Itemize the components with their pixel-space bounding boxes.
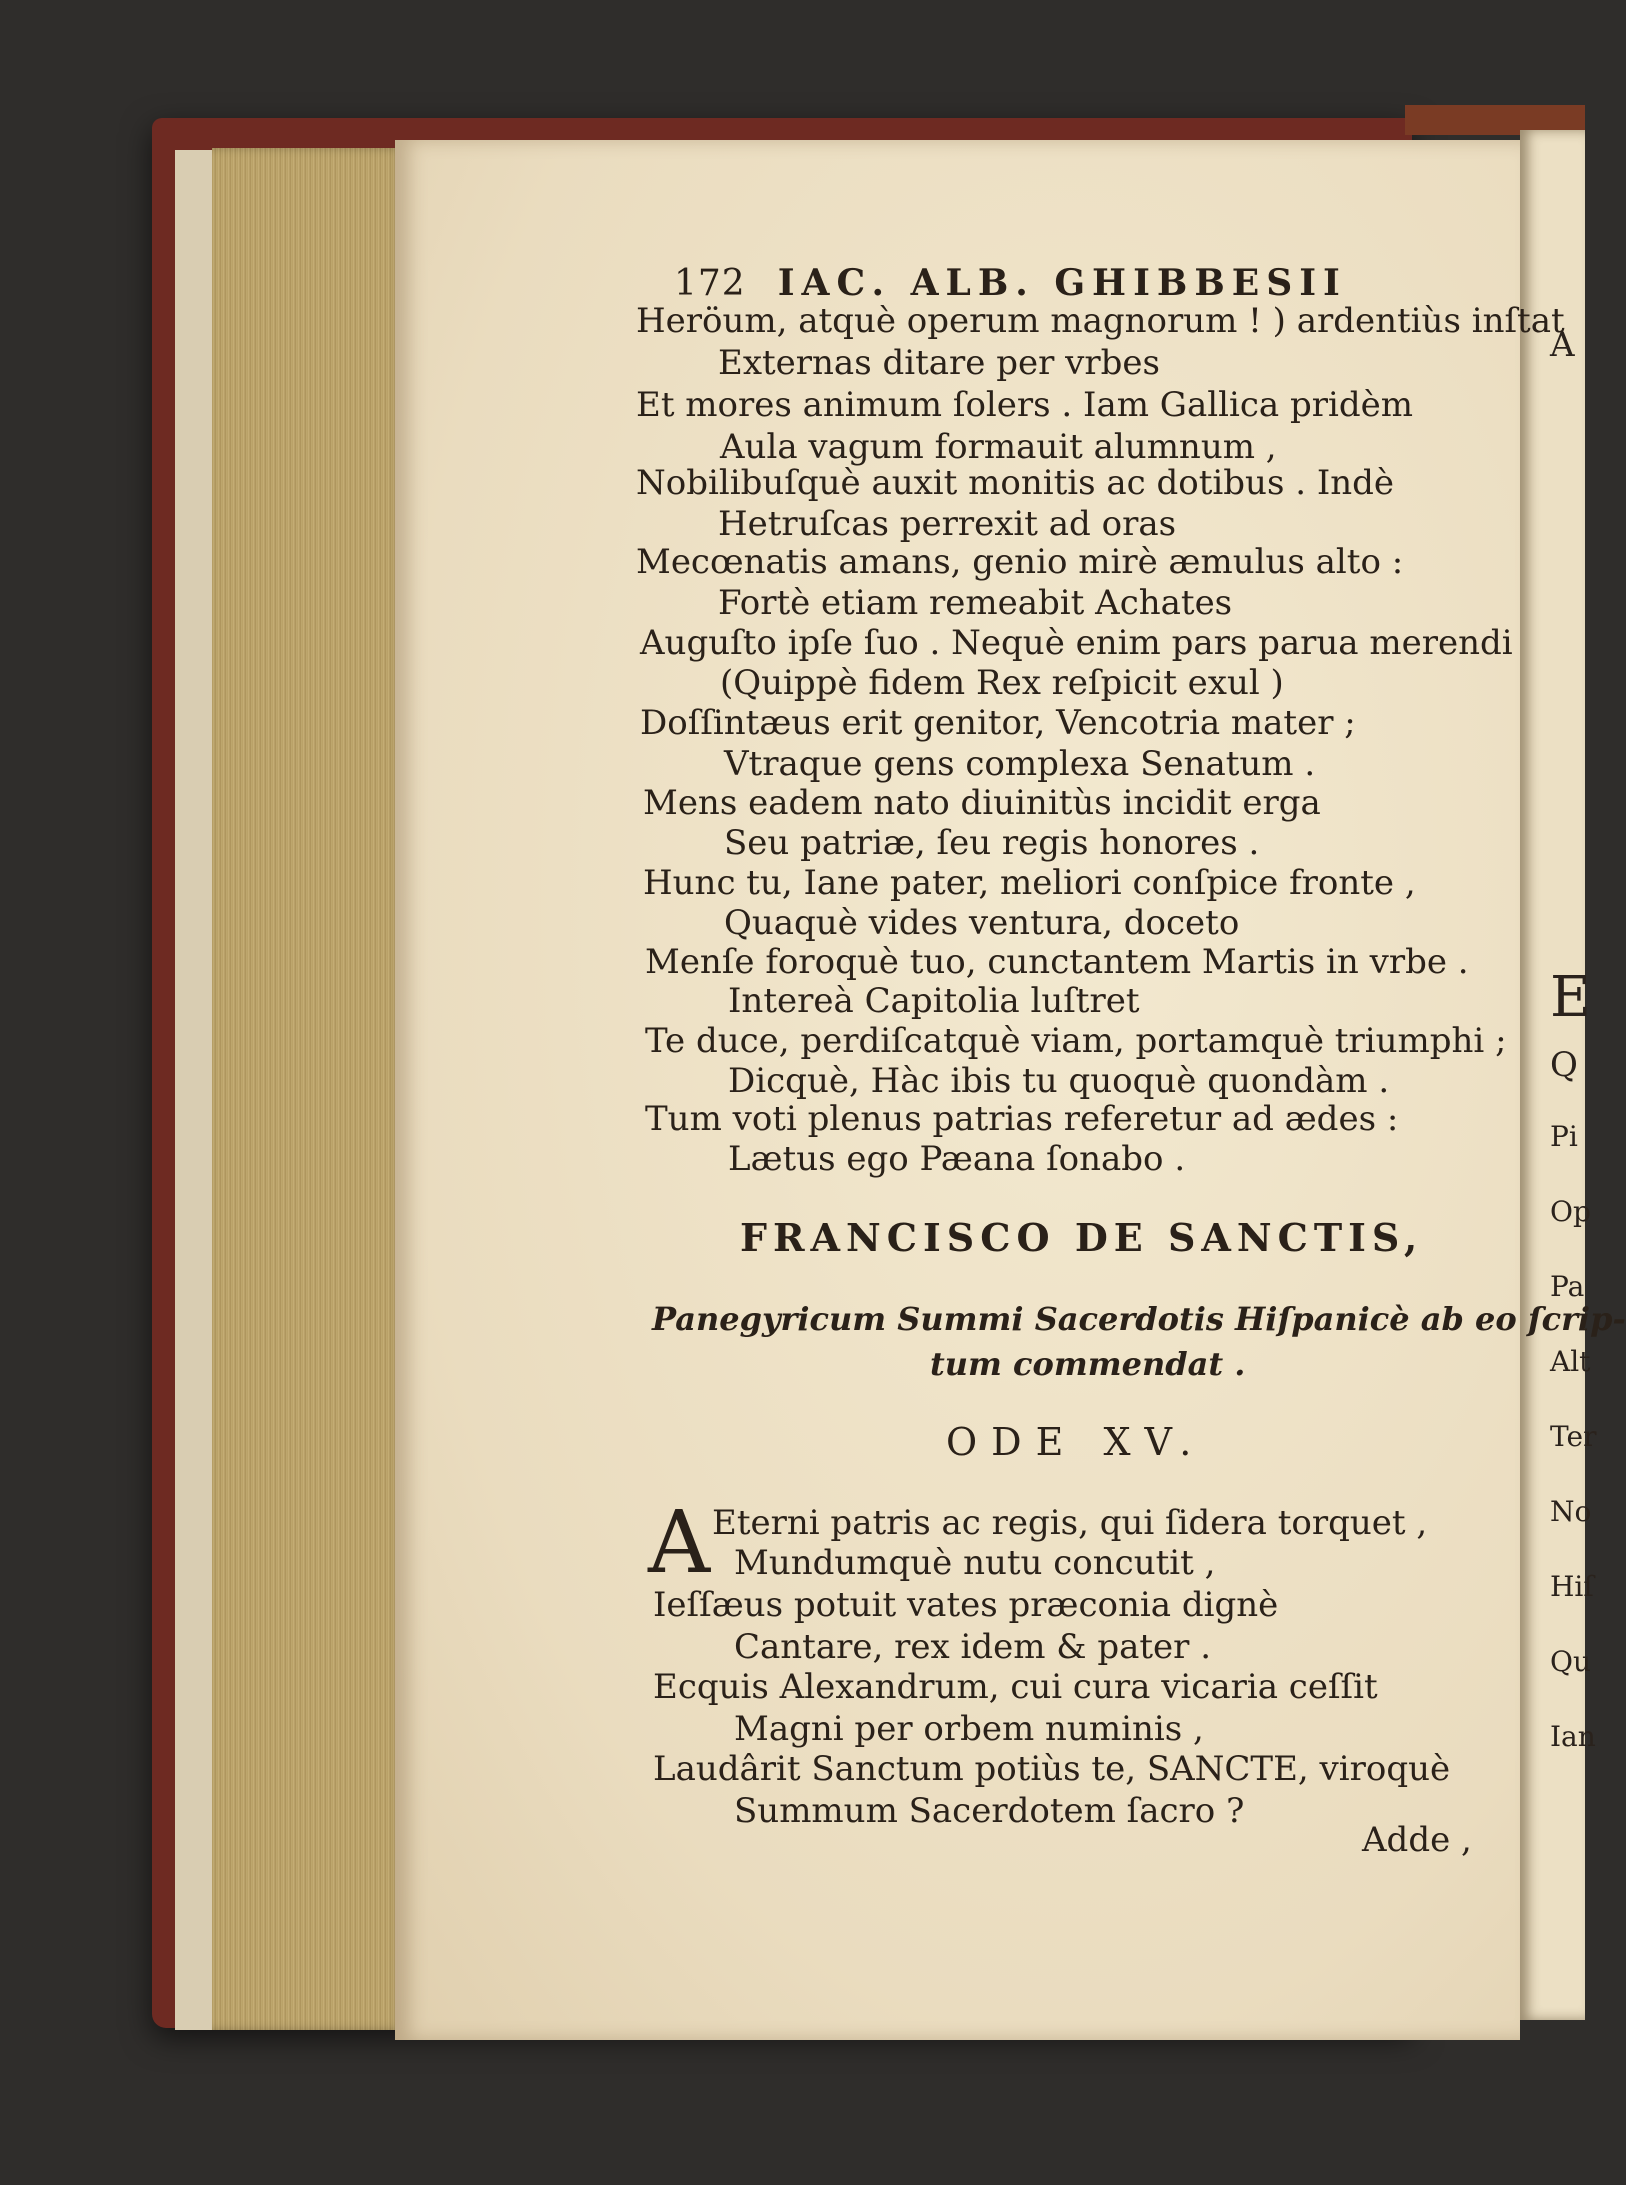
poem-line: Dicquè, Hàc ibis tu quoquè quondàm . (728, 1061, 1390, 1101)
right-page-fragment: Pa (1550, 1270, 1585, 1303)
poem-line: Hunc tu, Iane pater, meliori conſpice fronte , (643, 863, 1416, 903)
poem-line: Tum voti plenus patrias referetur ad ædes : (645, 1099, 1399, 1139)
poem-line: Nobilibuſquè auxit monitis ac dotibus . Indè (636, 463, 1395, 503)
ode-line: Eterni patris ac regis, qui ſidera torquet , (712, 1503, 1428, 1543)
poem-line: Doſſintæus erit genitor, Vencotria mater ; (640, 703, 1356, 743)
ode-title: ODE XV. (946, 1420, 1206, 1464)
page-edges (212, 148, 404, 2030)
right-page-fragment: No (1550, 1495, 1592, 1528)
ode-line: Laudârit Sanctum potiùs te, SANCTE, viroquè (653, 1749, 1451, 1789)
poem-line: Et mores animum ſolers . Iam Gallica pridèm (636, 385, 1413, 425)
right-page-fragment: A (1550, 325, 1575, 365)
section-subtitle-line: tum commendat . (930, 1345, 1246, 1383)
poem-line: Mecœnatis amans, genio mirè æmulus alto : (636, 542, 1404, 582)
right-page (1520, 130, 1597, 2020)
right-page-fragment: Qu (1550, 1645, 1591, 1678)
poem-line: Quaquè vides ventura, doceto (724, 903, 1240, 943)
poem-line: Heröum, atquè operum magnorum ! ) ardentiùs inſtat (636, 301, 1565, 341)
poem-line: Fortè etiam remeabit Achates (718, 583, 1233, 623)
poem-line: Mens eadem nato diuinitùs incidit erga (643, 783, 1321, 823)
poem-line: Auguſto ipſe ſuo . Nequè enim pars parua merendi (640, 623, 1513, 663)
right-page-fragment: Pi (1550, 1120, 1578, 1153)
poem-line: Hetruſcas perrexit ad oras (718, 504, 1177, 544)
section-subtitle-line: Panegyricum Summi Sacerdotis Hiſpanicè ab eo ſcrip- (652, 1300, 1626, 1338)
poem-line: Vtraque gens complexa Senatum . (724, 744, 1316, 784)
poem-line: Seu patriæ, ſeu regis honores . (724, 823, 1260, 863)
poem-line: Aula vagum formauit alumnum , (720, 427, 1277, 467)
poem-line: Te duce, perdiſcatquè viam, portamquè triumphi ; (645, 1021, 1507, 1061)
right-page-fragment: Op (1550, 1195, 1591, 1228)
ode-line: Magni per orbem numinis , (734, 1709, 1204, 1749)
ode-line: Mundumquè nutu concutit , (734, 1543, 1216, 1583)
section-heading: FRANCISCO DE SANCTIS, (740, 1215, 1424, 1260)
running-head-title: IAC. ALB. GHIBBESII (777, 262, 1347, 304)
poem-line: Intereà Capitolia luſtret (728, 981, 1140, 1021)
right-page-fragment: Alt (1550, 1345, 1591, 1378)
running-head (674, 262, 1347, 304)
poem-line: Menſe foroquè tuo, cunctantem Martis in vrbe . (645, 942, 1469, 982)
right-page-fragment: Ter (1550, 1420, 1597, 1453)
right-page-fragment: Hiſ (1550, 1570, 1594, 1603)
drop-cap: A (648, 1493, 711, 1593)
catchword: Adde , (1362, 1820, 1472, 1860)
ode-line: Ieſſæus potuit vates præconia dignè (653, 1585, 1279, 1625)
ode-line: Summum Sacerdotem ſacro ? (734, 1791, 1245, 1831)
poem-line: Externas ditare per vrbes (718, 343, 1160, 383)
ode-line: Cantare, rex idem & pater . (734, 1627, 1212, 1667)
ode-line: Ecquis Alexandrum, cui cura vicaria ceſſit (653, 1667, 1378, 1707)
poem-line: (Quippè fidem Rex reſpicit exul ) (720, 663, 1284, 703)
right-page-fragment: Q (1550, 1045, 1578, 1085)
poem-line: Lætus ego Pæana ſonabo . (728, 1139, 1186, 1179)
right-page-fragment: Ian (1550, 1720, 1596, 1753)
right-page-fragment: E (1550, 965, 1591, 1030)
page-number: 172 (674, 263, 746, 304)
